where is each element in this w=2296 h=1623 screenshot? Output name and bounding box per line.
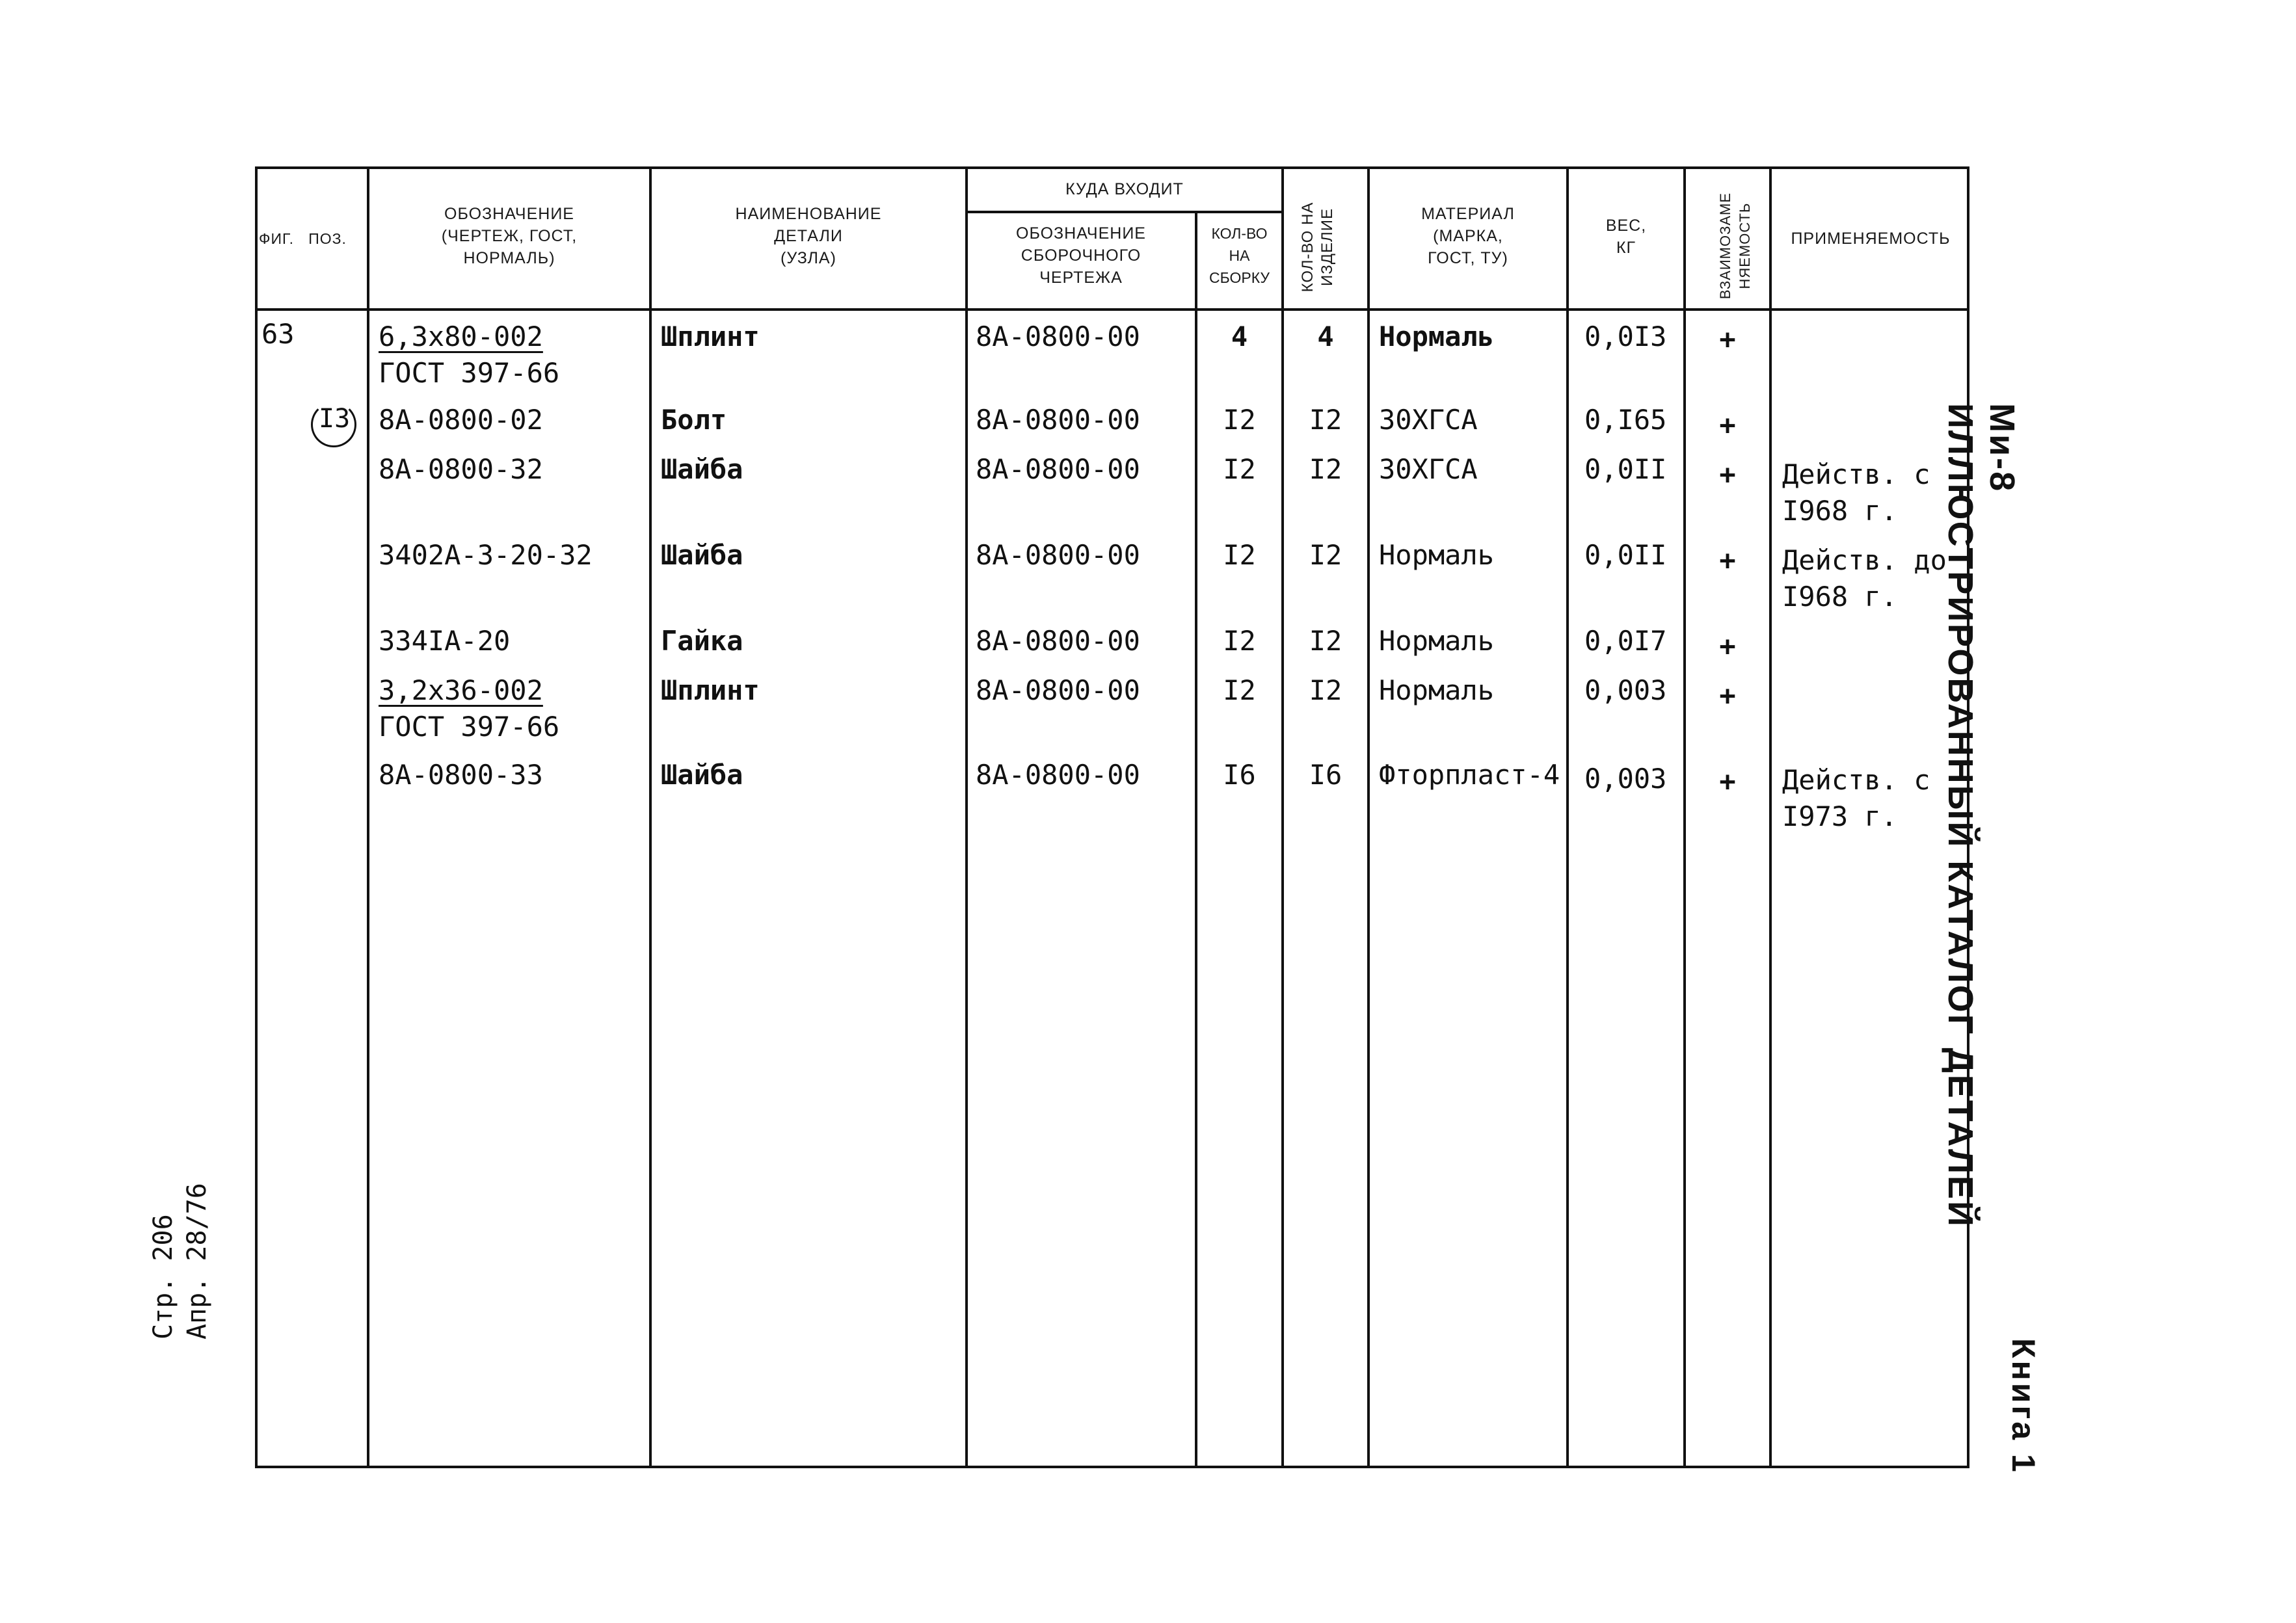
- part-name: Гайка: [661, 625, 743, 657]
- qty-product: I2: [1309, 453, 1342, 485]
- assembly-drawing: 8А-0800-00: [976, 321, 1140, 352]
- designation-standard: ГОСТ 397-66: [379, 711, 560, 743]
- header-material: МАТЕРИАЛ (МАРКА, ГОСТ, ТУ): [1421, 205, 1515, 267]
- col-divider: [649, 166, 652, 1468]
- qty-product: I2: [1309, 625, 1342, 657]
- part-name: Шплинт: [661, 674, 760, 706]
- weight: 0,003: [1584, 674, 1667, 706]
- header-subdivider: [965, 211, 1283, 213]
- header-fig-pos: [259, 228, 363, 250]
- weight: 0,0I7: [1584, 625, 1667, 657]
- book-number: Книга 1: [2005, 1338, 2042, 1475]
- designation: 334IА-20: [379, 625, 511, 657]
- qty-assembly: I2: [1223, 539, 1256, 571]
- part-name: Шайба: [661, 539, 743, 571]
- designation: 8А-0800-32: [379, 453, 543, 485]
- col-divider: [1769, 166, 1772, 1468]
- material: Нормаль: [1379, 625, 1495, 657]
- designation: 3,2х36-002: [379, 674, 543, 706]
- weight: 0,0I3: [1584, 321, 1667, 352]
- interchangeable-mark: +: [1719, 409, 1736, 441]
- qty-assembly: I2: [1223, 404, 1256, 436]
- header-designation: ОБОЗНАЧЕНИЕ (ЧЕРТЕЖ, ГОСТ, НОРМАЛЬ): [441, 205, 578, 267]
- header-applicability: ПРИМЕНЯЕМОСТЬ: [1791, 230, 1951, 248]
- header-part-name: НАИМЕНОВАНИЕ ДЕТАЛИ (УЗЛА): [735, 205, 882, 267]
- part-name: Шплинт: [661, 321, 760, 352]
- header-assembly-drawing: ОБОЗНАЧЕНИЕ СБОРОЧНОГО ЧЕРТЕЖА: [1016, 224, 1146, 287]
- designation: 8А-0800-33: [379, 759, 543, 791]
- material: Фторпласт-4: [1379, 759, 1560, 791]
- designation: 6,3х80-002: [379, 321, 543, 352]
- interchangeable-mark: +: [1719, 544, 1736, 576]
- qty-assembly: I2: [1223, 453, 1256, 485]
- qty-assembly: I2: [1223, 625, 1256, 657]
- weight: 0,0II: [1584, 453, 1667, 485]
- assembly-drawing: 8А-0800-00: [976, 404, 1140, 436]
- qty-product: I2: [1309, 539, 1342, 571]
- applicability: Действ. с I973 г.: [1782, 764, 1930, 832]
- col-divider: [1367, 166, 1370, 1468]
- fig-number: 63: [261, 318, 295, 350]
- qty-product: I2: [1309, 674, 1342, 706]
- material: Нормаль: [1379, 321, 1495, 352]
- designation-standard: ГОСТ 397-66: [379, 357, 560, 389]
- assembly-drawing: 8А-0800-00: [976, 674, 1140, 706]
- header-bottom-line: [255, 308, 1969, 311]
- col-divider: [367, 166, 369, 1468]
- qty-product: I6: [1309, 759, 1342, 791]
- col-divider: [1195, 212, 1197, 1468]
- qty-assembly: 4: [1231, 321, 1248, 352]
- assembly-drawing: 8А-0800-00: [976, 759, 1140, 791]
- part-name: Шайба: [661, 453, 743, 485]
- header-pos: ПОЗ.: [308, 230, 347, 247]
- material: Нормаль: [1379, 674, 1495, 706]
- col-divider: [1683, 166, 1686, 1468]
- material: 30ХГСА: [1379, 453, 1478, 485]
- assembly-drawing: 8А-0800-00: [976, 453, 1140, 485]
- interchangeable-mark: +: [1719, 630, 1736, 662]
- applicability: Действ. с I968 г.: [1782, 458, 1930, 527]
- weight: 0,0II: [1584, 539, 1667, 571]
- designation: 3402А-3-20-32: [379, 539, 593, 571]
- qty-assembly: I2: [1223, 674, 1256, 706]
- header-qty-product: КОЛ-ВО НА ИЗДЕЛИЕ: [1299, 202, 1336, 293]
- header-fig: ФИГ.: [259, 230, 295, 247]
- material: 30ХГСА: [1379, 404, 1478, 436]
- weight: 0,I65: [1584, 404, 1667, 436]
- catalog-title: Ми-8 ИЛЛЮСТРИРОВАННЫЙ КАТАЛОГ ДЕТАЛЕЙ: [1941, 403, 2022, 1228]
- part-name: Болт: [661, 404, 727, 436]
- header-where-used: КУДА ВХОДИТ: [1065, 180, 1184, 198]
- col-divider: [1281, 166, 1284, 1468]
- part-name: Шайба: [661, 759, 743, 791]
- header-weight: ВЕС, КГ: [1605, 217, 1647, 257]
- qty-product: I2: [1309, 404, 1342, 436]
- assembly-drawing: 8А-0800-00: [976, 625, 1140, 657]
- page-info: Стр. 206 Апр. 28/76: [148, 1183, 212, 1339]
- header-interchangeability: ВЗАИМОЗАМЕ НЯЕМОСТЬ: [1717, 192, 1753, 300]
- applicability: Действ. до I968 г.: [1782, 544, 1947, 613]
- assembly-drawing: 8А-0800-00: [976, 539, 1140, 571]
- qty-assembly: I6: [1223, 759, 1256, 791]
- material: Нормаль: [1379, 539, 1495, 571]
- header-qty-assembly: КОЛ-ВО НА СБОРКУ: [1209, 225, 1270, 286]
- qty-product: 4: [1317, 321, 1334, 352]
- interchangeable-mark: +: [1719, 680, 1736, 711]
- col-divider: [1566, 166, 1569, 1468]
- interchangeable-mark: +: [1719, 765, 1736, 797]
- weight: 0,003: [1584, 763, 1667, 795]
- col-divider: [965, 166, 968, 1468]
- interchangeable-mark: +: [1719, 458, 1736, 490]
- interchangeable-mark: +: [1719, 323, 1736, 355]
- position-mark: I3: [319, 404, 351, 434]
- designation: 8А-0800-02: [379, 404, 543, 436]
